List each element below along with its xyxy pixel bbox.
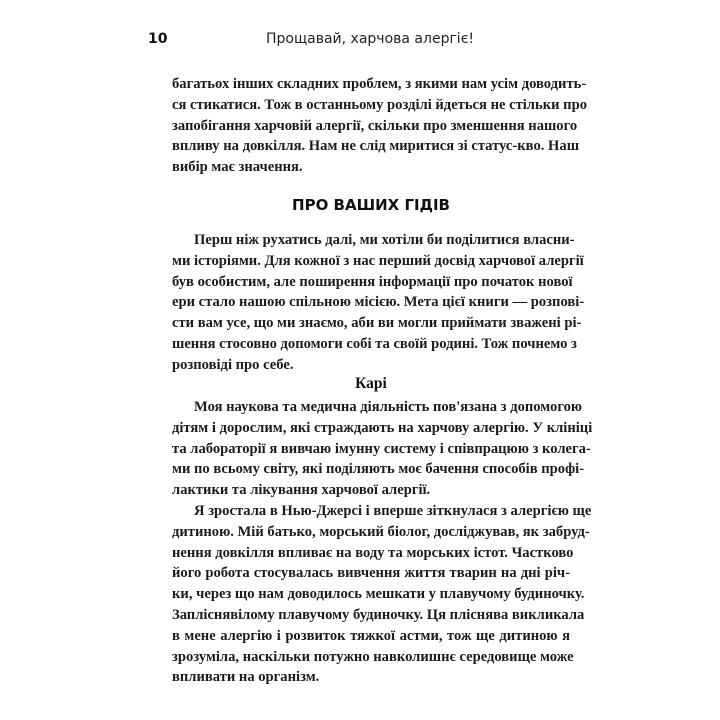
text-line: дітям і дорослим, які страждають на харчову алергію. У клініці	[172, 419, 593, 436]
page-number: 10	[148, 31, 168, 47]
text-line: вибір має значення.	[172, 159, 303, 176]
section-heading: ПРО ВАШИХ ГІДІВ	[292, 196, 450, 214]
text-line: ки, через що нам доводилось мешкати у плавучому будиночку.	[172, 586, 585, 603]
text-line: Моя наукова та медична діяльність пов'язана з допомогою	[194, 399, 583, 415]
text-line: Я зростала в Нью-Джерсі і вперше зіткнулася з алергією ще	[194, 503, 592, 519]
text-line: Перш ніж рухатись далі, ми хотіли би поділитися власни-	[194, 232, 575, 248]
paragraph-4	[172, 503, 592, 690]
paragraph-3	[172, 399, 593, 503]
text-line: впливу на довкілля. Нам не слід миритися зі статус-кво. Наш	[172, 138, 580, 155]
text-line: розповіді про себе.	[172, 356, 294, 373]
text-line: зрозуміла, наскільки потужно навколишнє середовище може	[172, 648, 574, 665]
text-line: лактики та лікування харчової алергії.	[172, 482, 431, 499]
running-title: Прощавай, харчова алергіє!	[265, 31, 474, 47]
text-line: впливати на організм.	[172, 669, 320, 686]
text-line: нення довкілля впливає на воду та морських істот. Частково	[172, 544, 574, 561]
text-line: шення стосовно допомоги собі та своїй родині. Тож почнемо з	[172, 335, 577, 352]
text-line: ся стикатися. Тож в останньому розділі йдеться не стільки про	[172, 96, 588, 113]
subheading: Карі	[355, 375, 387, 392]
text-line: ери стало нашою спільною місією. Мета цієї книги — розпові-	[172, 294, 585, 311]
text-line: та лабораторії я вивчаю імунну систему і співпрацюю з колега-	[172, 440, 591, 457]
text-line: Запліснявілому плавучому будиночку. Ця пліснява викликала	[172, 606, 585, 623]
text-line: запобігання харчовій алергії, скільки про зменшення нашого	[172, 117, 578, 134]
text-line: дитиною. Мій батько, морський біолог, досліджував, як забруд-	[172, 523, 590, 540]
text-line: в мене алергію і розвиток тяжкої астми, тож ще дитиною я	[172, 627, 570, 644]
text-line: багатьох інших складних проблем, з якими нам усім доводить-	[172, 76, 587, 92]
text-line: його робота стосувалась вивчення життя тварин на дні річ-	[172, 565, 570, 582]
text-line: ми по всьому світу, які поділяють моє бачення способів профі-	[172, 461, 585, 478]
text-line: сти вам усе, що ми знаємо, аби ви могли приймати зважені рі-	[172, 315, 582, 332]
text-line: ми історіями. Для кожної з нас перший досвід харчової алергії	[172, 252, 584, 269]
paragraph-2	[172, 232, 585, 378]
paragraph-1	[172, 76, 588, 180]
text-line: був особистим, але поширення інформації про початок нової	[172, 273, 573, 290]
